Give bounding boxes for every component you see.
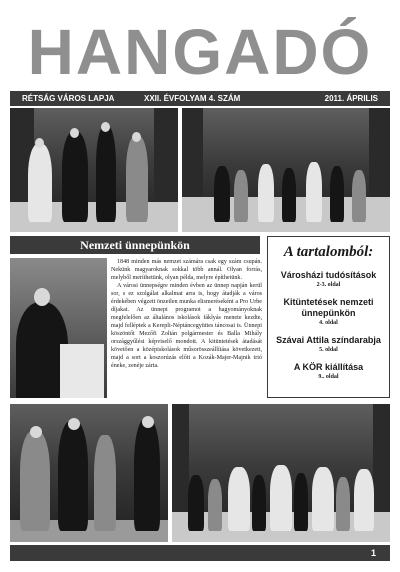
toc-entry — [272, 270, 385, 289]
photo-stage-performers — [182, 108, 390, 232]
photo-folk-dancers — [172, 404, 390, 542]
issue-info-bar — [10, 91, 390, 106]
toc-entry-heading: A KÖR kiállítása — [293, 362, 364, 372]
toc-entry-page: 5. oldal — [319, 347, 338, 353]
photo-speaker-at-podium — [10, 258, 107, 398]
photo-hussar-children — [10, 404, 168, 542]
volume-issue: XXII. ÉVFOLYAM 4. SZÁM — [144, 94, 241, 103]
publication-name: RÉTSÁG VÁROS LAPJA — [22, 94, 115, 103]
toc-entry-page: 9.. oldal — [318, 374, 339, 380]
article-body — [111, 258, 262, 398]
masthead-title: HANGADÓ — [27, 16, 373, 88]
toc-entry — [272, 335, 385, 354]
toc-entry-page: 2-3. oldal — [316, 282, 341, 288]
toc-entry-page: 4. oldal — [319, 320, 338, 326]
article-paragraph: A városi ünnepségre minden évben az ünnep napján kerül sor, s ez szolgálat alkalmat arra is, hogy átadják a város érdekében végzett önzetlen munka elismeréseként a Pro Urbe díjakat. Az ünnepi programot a hagyományoknak megfelelően az általános iskolások fáklyás menete kezdte, majd felléptek a Kerepli-Néptáncegyüttes táncosai is. Ünnepi köszöntőt Mezőfi Zoltán polgármester és Balla Mihály országgyűlési képviselő mondott. A kitüntetések átadását követően a középiskolások műsorösszeállítása következett, majd a sort a koszorúzás előtt a Kozák-Majer-Majnik trió éneke, zenéje zárta. — [111, 283, 262, 369]
footer-bar — [10, 545, 390, 561]
table-of-contents — [267, 236, 390, 398]
page-number: 1 — [370, 548, 376, 558]
toc-entry-heading: Városházi tudósítások — [280, 270, 377, 280]
toc-title: A tartalomból: — [283, 244, 374, 260]
toc-entry-heading: Kitüntetések nemzeti ünnepünkön — [283, 297, 374, 318]
issue-date: 2011. ÁPRILIS — [324, 94, 378, 103]
article-heading: Nemzeti ünnepünkön — [10, 236, 260, 254]
masthead — [10, 16, 390, 88]
toc-entry-heading: Szávai Attila színdarabja — [276, 335, 381, 345]
photo-costumed-children — [10, 108, 178, 232]
article-paragraph: 1848 minden más nemzet számára csak egy szám csupán. Nekünk magyaroknak sokkal több annál. Olyan forrás, melyből meríthetünk, olyan példa, melyre építhetünk. — [111, 259, 262, 281]
toc-entry — [272, 362, 385, 381]
toc-entry — [272, 297, 385, 327]
